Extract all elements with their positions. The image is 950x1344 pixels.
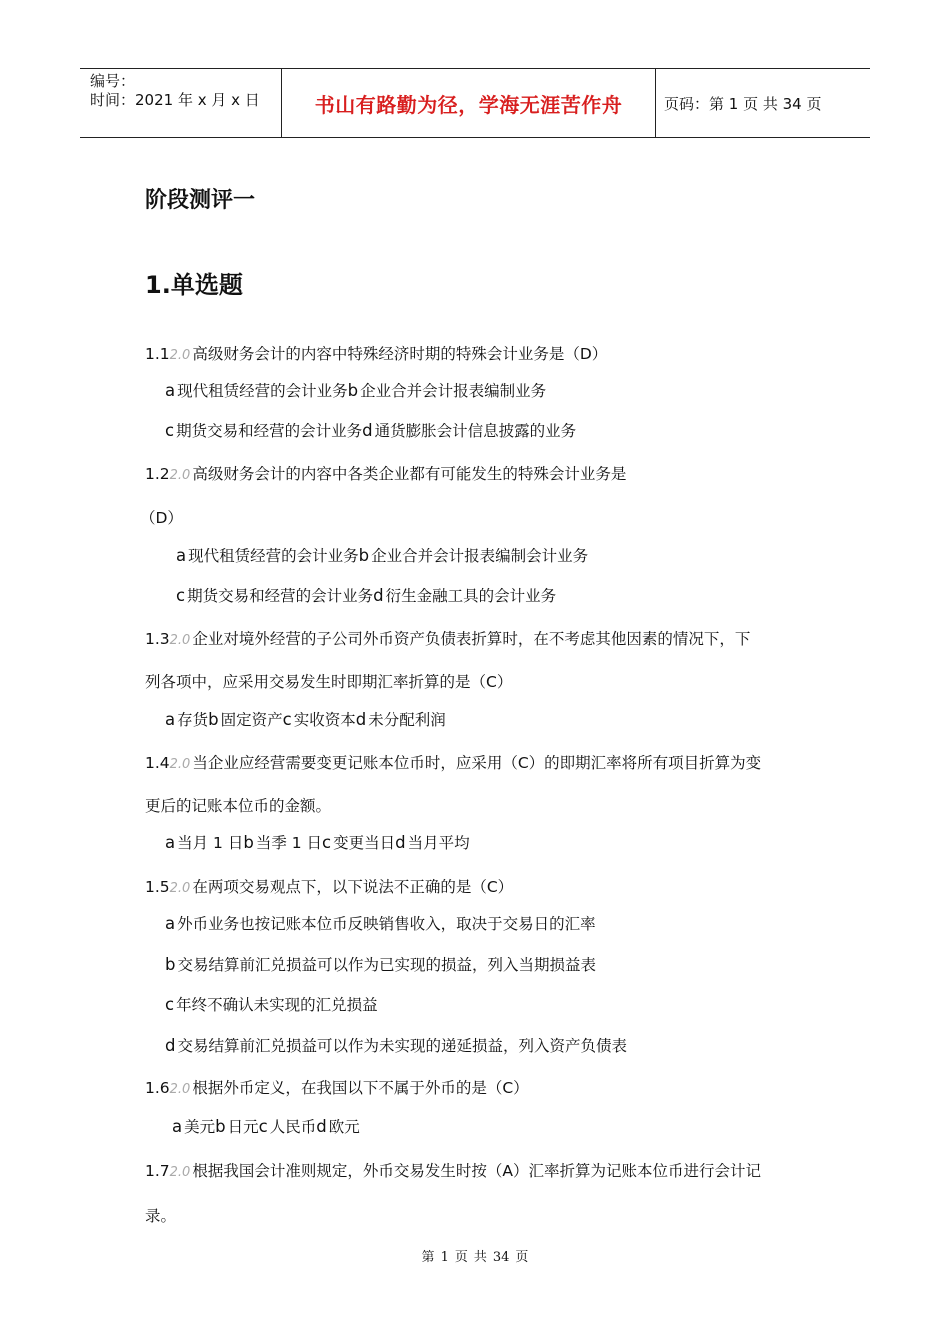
question-text-continued: 列各项中，应采用交易发生时即期汇率折算的是（C） — [145, 673, 513, 691]
question-text: 在两项交易观点下，以下说法不正确的是（C） — [192, 878, 514, 896]
option-letter: a — [165, 710, 176, 729]
option-text: 存货 — [177, 711, 209, 729]
question-score: 2.0 — [169, 1165, 191, 1180]
question-score: 2.0 — [169, 1082, 191, 1097]
question-number: 1.4 — [145, 754, 170, 772]
header-page-info: 页码：第 1 页 共 34 页 — [664, 94, 822, 113]
header-motto: 书山有路勤为径，学海无涯苦作舟 — [314, 92, 623, 117]
option-text: 企业合并会计报表编制会计业务 — [371, 547, 589, 565]
option-letter: d — [395, 833, 406, 852]
option-letter: c — [258, 1117, 268, 1136]
options-line — [165, 832, 470, 854]
question-text: 当企业应经营需要变更记账本位币时，应采用（C）的即期汇率将所有项目折算为变 — [192, 754, 762, 772]
footer-di: 第 — [421, 1250, 435, 1265]
option-letter: a — [165, 381, 176, 400]
option-text: 欧元 — [328, 1118, 360, 1136]
option-letter: d — [373, 586, 384, 605]
question-1-4 — [145, 752, 761, 776]
question-number: 1.2 — [145, 465, 170, 483]
option-letter: d — [355, 710, 367, 729]
footer-ye: 页 — [454, 1250, 468, 1265]
option-text: 期货交易和经营的会计业务 — [187, 587, 374, 605]
option-letter: d — [165, 1036, 176, 1055]
question-text-continued: （D） — [140, 509, 183, 527]
option-text: 交易结算前汇兑损益可以作为已实现的损益，列入当期损益表 — [177, 956, 596, 974]
doc-title: 阶段测评一 — [145, 188, 256, 213]
footer-page-number: 1 — [440, 1250, 449, 1265]
option-text: 当季 1 日 — [255, 834, 323, 852]
question-text: 根据我国会计准则规定，外币交易发生时按（A）汇率折算为记账本位币进行会计记 — [192, 1162, 761, 1180]
option-letter: d — [316, 1117, 327, 1136]
option-letter: b — [215, 1117, 226, 1136]
option-letter: a — [165, 914, 176, 933]
option-text: 通货膨胀会计信息披露的业务 — [374, 422, 577, 440]
option-letter: c — [322, 833, 332, 852]
option-text: 实收资本 — [293, 711, 356, 729]
options-line — [165, 420, 576, 442]
option-text: 交易结算前汇兑损益可以作为未实现的递延损益，列入资产负债表 — [177, 1037, 627, 1055]
option-text: 未分配利润 — [368, 711, 446, 729]
option-text: 日元 — [227, 1118, 259, 1136]
question-1-6 — [145, 1077, 529, 1101]
question-score: 2.0 — [169, 348, 191, 363]
option-letter: c — [176, 586, 186, 605]
question-1-7 — [145, 1160, 761, 1184]
option-text: 衍生金融工具的会计业务 — [385, 587, 557, 605]
question-text-continued: 录。 — [145, 1207, 177, 1225]
options-line — [176, 585, 556, 607]
question-score: 2.0 — [169, 633, 191, 648]
options-line — [165, 994, 378, 1016]
question-score: 2.0 — [169, 468, 191, 483]
option-letter: b — [358, 546, 370, 565]
option-text: 期货交易和经营的会计业务 — [176, 422, 363, 440]
page-footer — [0, 1246, 950, 1265]
options-line — [176, 545, 588, 567]
option-letter: c — [165, 421, 175, 440]
question-text: 高级财务会计的内容中特殊经济时期的特殊会计业务是（D） — [192, 345, 608, 363]
option-letter: a — [176, 546, 187, 565]
footer-total-pages: 34 — [492, 1250, 510, 1265]
option-letter: a — [172, 1117, 183, 1136]
question-1-1 — [145, 343, 607, 367]
doc-number-label: 编号： — [90, 72, 136, 90]
option-letter: b — [165, 955, 176, 974]
option-text: 人民币 — [269, 1118, 317, 1136]
question-number: 1.1 — [145, 345, 170, 363]
option-letter: b — [208, 710, 219, 729]
options-line — [165, 954, 596, 976]
doc-date: 时间：2021 年 x 月 x 日 — [90, 91, 260, 109]
question-text: 企业对境外经营的子公司外币资产负债表折算时，在不考虑其他因素的情况下，下 — [192, 630, 751, 648]
question-text: 根据外币定义，在我国以下不属于外币的是（C） — [192, 1079, 529, 1097]
question-1-2 — [145, 463, 626, 487]
option-text: 现代租赁经营的会计业务 — [177, 382, 348, 400]
option-letter: c — [282, 710, 292, 729]
options-line — [165, 380, 546, 402]
option-letter: a — [165, 833, 176, 852]
options-line — [165, 1035, 627, 1057]
header-motto-cell — [281, 69, 656, 137]
page-header — [80, 68, 870, 138]
question-score: 2.0 — [169, 881, 191, 896]
options-line — [165, 709, 446, 731]
question-number: 1.6 — [145, 1079, 170, 1097]
option-letter: b — [347, 381, 359, 400]
options-line — [165, 913, 596, 935]
question-text: 高级财务会计的内容中各类企业都有可能发生的特殊会计业务是 — [192, 465, 627, 483]
option-text: 企业合并会计报表编制业务 — [360, 382, 547, 400]
option-text: 年终不确认未实现的汇兑损益 — [176, 996, 378, 1014]
question-1-5 — [145, 876, 513, 900]
option-text: 现代租赁经营的会计业务 — [188, 547, 359, 565]
question-1-3 — [145, 628, 750, 652]
question-number: 1.5 — [145, 878, 170, 896]
section-heading: 1.单选题 — [145, 271, 243, 299]
option-text: 当月平均 — [407, 834, 470, 852]
option-text: 当月 1 日 — [177, 834, 244, 852]
footer-gong: 共 — [473, 1250, 487, 1265]
option-letter: b — [243, 833, 254, 852]
options-line — [172, 1116, 360, 1138]
option-text: 外币业务也按记账本位币反映销售收入，取决于交易日的汇率 — [177, 915, 596, 933]
option-text: 变更当日 — [333, 834, 396, 852]
question-score: 2.0 — [169, 757, 191, 772]
option-letter: d — [362, 421, 373, 440]
question-text-continued: 更后的记账本位币的金额。 — [145, 797, 332, 815]
header-meta — [80, 69, 280, 140]
footer-ye: 页 — [515, 1250, 529, 1265]
question-number: 1.7 — [145, 1162, 170, 1180]
question-number: 1.3 — [145, 630, 170, 648]
option-letter: c — [165, 995, 175, 1014]
option-text: 美元 — [184, 1118, 216, 1136]
option-text: 固定资产 — [220, 711, 283, 729]
